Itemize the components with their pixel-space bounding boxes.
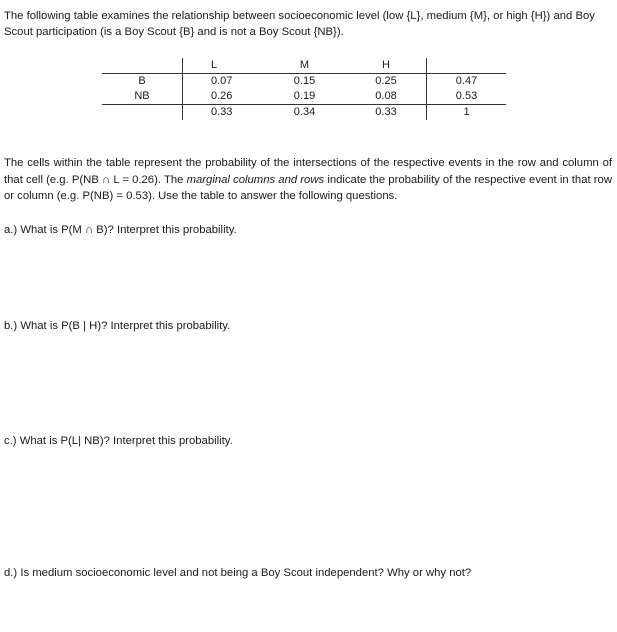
header-corner-cell bbox=[102, 58, 183, 74]
table-row-b bbox=[102, 74, 506, 90]
cell-b-l: 0.07 bbox=[183, 74, 264, 90]
intro-paragraph: The following table examines the relationship between socioeconomic level (low {L}, medium {M}, or high {H}) and Boy Scout participation (is a Boy Scout {B} and is not a Boy Scout {NB}). bbox=[4, 10, 595, 38]
explanation-text-1: The cells within the table represent the probability of the intersections of the respective events in the row and column of that cell (e.g. P(NB ∩ L = 0.26). The bbox=[4, 157, 612, 186]
row-label-totals bbox=[102, 105, 183, 121]
col-header-h: H bbox=[346, 58, 427, 74]
cell-b-total: 0.47 bbox=[427, 74, 507, 90]
row-label-nb: NB bbox=[102, 89, 183, 105]
table-row-totals bbox=[102, 105, 506, 121]
probability-table bbox=[102, 58, 506, 120]
question-d: d.) Is medium socioeconomic level and not being a Boy Scout independent? Why or why not? bbox=[4, 567, 472, 579]
cell-b-h: 0.25 bbox=[375, 75, 397, 87]
col-header-total bbox=[427, 58, 507, 74]
question-c: c.) What is P(L| NB)? Interpret this probability. bbox=[4, 435, 233, 447]
explanation-text-2: indicate the probability of the respective event in that row or column (e.g. P(NB) = 0.53). Use the table to answer the following questions. bbox=[4, 173, 612, 202]
cell-total-m: 0.34 bbox=[293, 106, 316, 118]
cell-nb-l: 0.26 bbox=[183, 89, 264, 105]
cell-total-h: 0.33 bbox=[375, 106, 397, 118]
cell-nb-h: 0.08 bbox=[346, 89, 427, 105]
question-a: a.) What is P(M ∩ B)? Interpret this probability. bbox=[4, 224, 237, 236]
cell-nb-total: 0.53 bbox=[427, 89, 507, 105]
cell-nb-m: 0.19 bbox=[263, 89, 346, 105]
explanation-emphasis: marginal columns and rows bbox=[186, 173, 325, 186]
col-header-l: L bbox=[183, 58, 264, 74]
explanation-paragraph bbox=[4, 155, 612, 205]
question-b: b.) What is P(B | H)? Interpret this probability. bbox=[4, 320, 231, 332]
row-label-b: B bbox=[138, 75, 146, 87]
table-row-nb bbox=[102, 89, 506, 105]
cell-grand-total: 1 bbox=[427, 105, 507, 121]
cell-b-m: 0.15 bbox=[293, 75, 316, 87]
cell-total-l: 0.33 bbox=[183, 105, 264, 121]
table-header-row bbox=[102, 58, 506, 74]
col-header-m: M bbox=[263, 58, 346, 74]
